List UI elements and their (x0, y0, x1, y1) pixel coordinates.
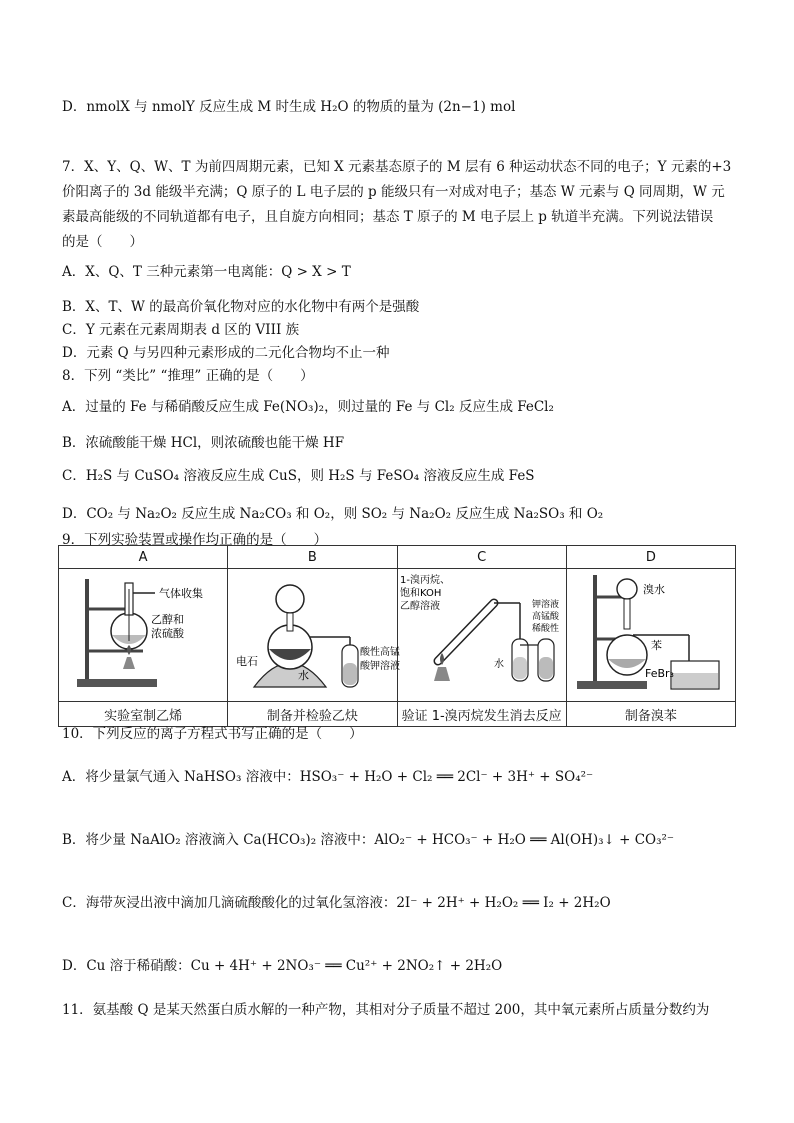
q7-option-b: B．X、T、W 的最高价氧化物对应的水化物中有两个是强酸 (62, 299, 420, 315)
label-potassium-solution: 钾溶液 (531, 600, 559, 610)
label-bromopropane: 1-溴丙烷、 (399, 575, 450, 586)
q10-option-b: B．将少量 NaAlO₂ 溶液滴入 Ca(HCO₃)₂ 溶液中：AlO₂⁻ + HCO₃⁻ + H₂O ══ Al(OH)₃↓ + CO₃²⁻ (62, 832, 675, 848)
q7-stem-line4: 的是（ ） (62, 234, 143, 250)
label-calcium-carbide: 电石 (236, 655, 259, 668)
q10-option-d: D．Cu 溶于稀硝酸：Cu + 4H⁺ + 2NO₃⁻ ══ Cu²⁺ + 2NO₂↑ + 2H₂O (62, 958, 503, 974)
q9-stem: 9．下列实验装置或操作均正确的是（ ） (62, 532, 328, 548)
label-bromine-water: 溴水 (642, 583, 665, 596)
caption-d: 制备溴苯 (566, 702, 735, 727)
q10-stem: 10．下列反应的离子方程式书写正确的是（ ） (62, 726, 363, 742)
apparatus-c-drawing (398, 569, 566, 697)
label-kmno4-1: 酸性高锰 (360, 647, 401, 658)
label-febr3: FeBr₃ (644, 667, 674, 680)
label-conc-h2so4: 浓硫酸 (151, 627, 185, 640)
apparatus-b-drawing (232, 569, 401, 697)
apparatus-d-drawing (571, 569, 731, 697)
col-header-d: D (566, 546, 735, 569)
q8-option-d: D．CO₂ 与 Na₂O₂ 反应生成 Na₂CO₃ 和 O₂，则 SO₂ 与 Na₂O₂ 反应生成 Na₂SO₃ 和 O₂ (62, 506, 604, 522)
apparatus-a-drawing (63, 569, 223, 697)
q9-apparatus-table (58, 545, 736, 727)
apparatus-b (228, 569, 401, 702)
q8-option-b: B．浓硫酸能干燥 HCl，则浓硫酸也能干燥 HF (62, 435, 345, 451)
apparatus-c (397, 569, 566, 702)
col-header-a: A (59, 546, 228, 569)
caption-a: 实验室制乙烯 (59, 702, 228, 727)
q7-option-a: A．X、Q、T 三种元素第一电离能：Q > X > T (62, 264, 351, 280)
q7-stem-line1: 7．X、Y、Q、W、T 为前四周期元素，已知 X 元素基态原子的 M 层有 6 种运动状态不同的电子；Y 元素的+3 (62, 159, 732, 175)
q7-option-d: D．元素 Q 与另四种元素形成的二元化合物均不止一种 (62, 345, 390, 361)
label-permanganate: 高锰酸 (531, 612, 559, 622)
label-water-b: 水 (298, 669, 310, 682)
col-header-b: B (228, 546, 397, 569)
caption-b: 制备并检验乙炔 (228, 702, 397, 727)
label-kmno4-2: 酸钾溶液 (360, 661, 401, 672)
label-water-c: 水 (493, 659, 504, 670)
label-ethanol: 乙醇和 (151, 613, 185, 626)
q6-option-d: D．nmolX 与 nmolY 反应生成 M 时生成 H₂O 的物质的量为 (2n−1) mol (62, 99, 516, 115)
label-gas-collection: 气体收集 (159, 587, 204, 600)
q8-stem: 8．下列 “类比” “推理” 正确的是（ ） (62, 368, 314, 384)
caption-c: 验证 1-溴丙烷发生消去反应 (397, 702, 566, 727)
q8-option-a: A．过量的 Fe 与稀硝酸反应生成 Fe(NO₃)₂，则过量的 Fe 与 Cl₂ 反应生成 FeCl₂ (62, 399, 554, 415)
q8-option-c: C．H₂S 与 CuSO₄ 溶液反应生成 CuS，则 H₂S 与 FeSO₄ 溶液反应生成 FeS (62, 468, 535, 484)
label-dilute-acid: 稀酸性 (531, 624, 559, 634)
q11-stem: 11．氨基酸 Q 是某天然蛋白质水解的一种产物，其相对分子质量不超过 200，其中氧元素所占质量分数约为 (62, 1002, 710, 1018)
q10-option-c: C．海带灰浸出液中滴加几滴硫酸酸化的过氧化氢溶液：2I⁻ + 2H⁺ + H₂O₂ ══ I₂ + 2H₂O (62, 895, 611, 911)
apparatus-d (566, 569, 735, 702)
q7-stem-line3: 素最高能级的不同轨道都有电子，且自旋方向相同；基态 T 原子的 M 电子层上 p 轨道半充满。下列说法错误 (62, 209, 714, 225)
col-header-c: C (397, 546, 566, 569)
label-ethanol-solution: 乙醇溶液 (399, 601, 440, 612)
label-benzene: 苯 (650, 639, 662, 652)
q7-option-c: C．Y 元素在元素周期表 d 区的 VIII 族 (62, 322, 300, 338)
q7-stem-line2: 价阳离子的 3d 能级半充满；Q 原子的 L 电子层的 p 能级只有一对成对电子；基态 W 元素与 Q 同周期，W 元 (62, 184, 725, 200)
label-koh: 饱和KOH (399, 588, 442, 599)
apparatus-a (59, 569, 228, 702)
q10-option-a: A．将少量氯气通入 NaHSO₃ 溶液中：HSO₃⁻ + H₂O + Cl₂ ══ 2Cl⁻ + 3H⁺ + SO₄²⁻ (62, 769, 594, 785)
